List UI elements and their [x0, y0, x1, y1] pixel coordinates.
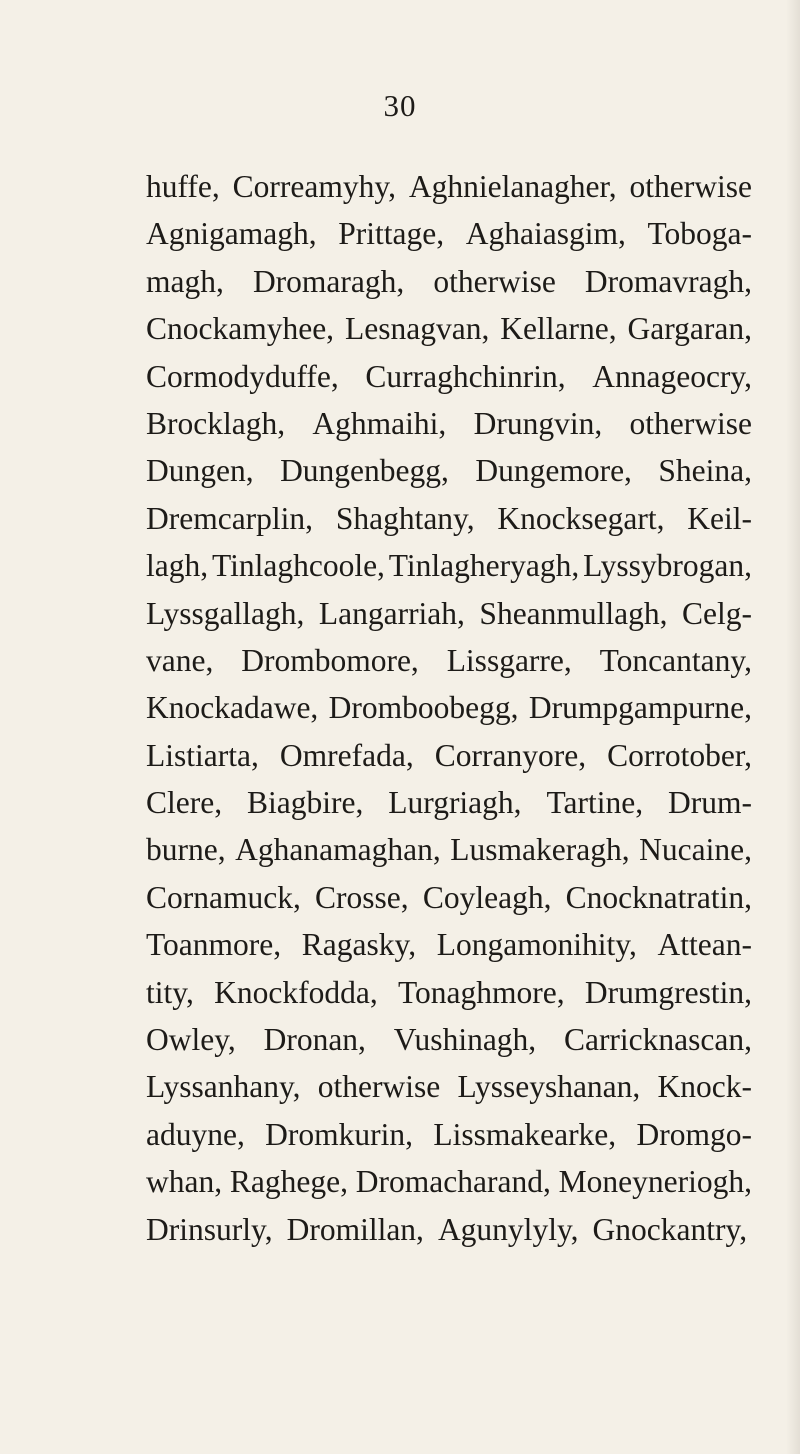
- word: Aghanamaghan,: [235, 832, 441, 868]
- word: Shaghtany,: [335, 500, 475, 536]
- word: Drinsurly,: [146, 1211, 273, 1247]
- word: Agunylyly,: [437, 1211, 579, 1247]
- word: otherwise: [433, 263, 556, 299]
- word: Celg-: [682, 595, 752, 631]
- word: Carricknascan,: [563, 1022, 752, 1058]
- word: tity,: [146, 974, 194, 1010]
- word: otherwise: [317, 1069, 441, 1105]
- word: Drungvin,: [473, 405, 603, 441]
- word: Corranyore,: [434, 737, 587, 773]
- word: Lyssgallagh,: [146, 595, 305, 631]
- word: Lissgarre,: [446, 642, 572, 678]
- word: Brocklagh,: [146, 405, 286, 441]
- text-line: [146, 1111, 752, 1158]
- text-line: [146, 258, 752, 305]
- word: Dungen,: [146, 453, 254, 489]
- text-line: [146, 447, 752, 494]
- word: vane,: [146, 642, 214, 678]
- word: Toanmore,: [146, 927, 282, 963]
- word: Dungemore,: [475, 453, 632, 489]
- text-line: [146, 874, 752, 921]
- word: burne,: [146, 832, 226, 868]
- text-line: [146, 353, 752, 400]
- word: Knockfodda,: [214, 974, 378, 1010]
- text-line: [146, 590, 752, 637]
- word: Lesnagvan,: [345, 311, 490, 347]
- text-line: [146, 779, 752, 826]
- word: Listiarta,: [146, 737, 259, 773]
- word: Dronan,: [263, 1022, 366, 1058]
- word: Moneyneriogh,: [558, 1164, 752, 1200]
- word: Drumgrestin,: [584, 974, 752, 1010]
- word: Tartine,: [546, 785, 644, 821]
- word: Lyssybrogan,: [583, 548, 752, 584]
- word: Langarriah,: [318, 595, 465, 631]
- word: magh,: [146, 263, 224, 299]
- word: Dromaragh,: [252, 263, 405, 299]
- word: Dromkurin,: [265, 1116, 414, 1152]
- text-line: [146, 1158, 752, 1205]
- word: Corrotober,: [607, 737, 752, 773]
- word: Lyssanhany,: [146, 1069, 301, 1105]
- text-line: [146, 969, 752, 1016]
- word: Cnockamyhee,: [146, 311, 335, 347]
- text-line: [146, 1016, 752, 1063]
- word: Longamonihity,: [436, 927, 637, 963]
- word: Drombomore,: [241, 642, 419, 678]
- word: Lysseyshanan,: [457, 1069, 641, 1105]
- word: Gnockantry,: [592, 1211, 748, 1247]
- word: Annageocry,: [592, 358, 752, 394]
- word: Ragasky,: [301, 927, 417, 963]
- text-line: [146, 684, 752, 731]
- word: Aghaiasgim,: [465, 216, 626, 252]
- text-line: [146, 305, 752, 352]
- word: Drumpgampurne,: [528, 690, 752, 726]
- word: Dromboobegg,: [328, 690, 519, 726]
- word: otherwise: [629, 405, 752, 441]
- word: aduyne,: [146, 1116, 245, 1152]
- word: Cormodyduffe,: [146, 358, 339, 394]
- text-line: [146, 1206, 752, 1253]
- word: Lurgriagh,: [388, 785, 522, 821]
- page-number: 30: [383, 88, 417, 123]
- word: Tinlagheryagh,: [388, 548, 580, 584]
- text-line: [146, 732, 752, 779]
- word: Toboga-: [647, 216, 752, 252]
- text-line: [146, 210, 752, 257]
- word: Lissmakearke,: [433, 1116, 617, 1152]
- word: Aghmaihi,: [312, 405, 447, 441]
- word: lagh,: [146, 548, 209, 584]
- word: Dromgo-: [636, 1116, 752, 1152]
- text-line: [146, 163, 752, 210]
- word: Crosse,: [315, 879, 409, 915]
- word: Toncantany,: [599, 642, 752, 678]
- word: whan,: [146, 1164, 223, 1200]
- word: Clere,: [146, 785, 223, 821]
- word: Kellarne,: [500, 311, 617, 347]
- word: Knockadawe,: [146, 690, 319, 726]
- text-line: [146, 637, 752, 684]
- word: Correamyhy,: [232, 169, 396, 204]
- word: Raghege,: [229, 1164, 348, 1200]
- word: Keil-: [687, 500, 752, 536]
- word: Cnocknatratin,: [565, 879, 752, 915]
- text-line: [146, 1063, 752, 1110]
- word: Biagbire,: [247, 785, 364, 821]
- word: Dromillan,: [286, 1211, 424, 1247]
- word: Dungenbegg,: [280, 453, 449, 489]
- word: otherwise: [629, 169, 752, 204]
- word: Nucaine,: [639, 832, 752, 868]
- text-line: [146, 921, 752, 968]
- word: Knocksegart,: [497, 500, 665, 536]
- word: Knock-: [657, 1069, 752, 1105]
- text-line: [146, 495, 752, 542]
- word: Dromavragh,: [584, 263, 752, 299]
- word: Attean-: [657, 927, 752, 963]
- body-text: [146, 163, 752, 1253]
- word: Vushinagh,: [393, 1022, 537, 1058]
- word: Tinlaghcoole,: [211, 548, 385, 584]
- page-edge-shadow: [786, 0, 800, 1454]
- word: Coyleagh,: [422, 879, 552, 915]
- word: Tonaghmore,: [397, 974, 565, 1010]
- word: Dremcarplin,: [146, 500, 314, 536]
- word: Sheina,: [658, 453, 752, 489]
- word: Omrefada,: [279, 737, 414, 773]
- word: Owley,: [146, 1022, 236, 1058]
- word: Drum-: [668, 785, 752, 821]
- word: Dromacharand,: [355, 1164, 551, 1200]
- word: Aghnielanagher,: [408, 169, 617, 204]
- text-line: [146, 826, 752, 873]
- word: Prittage,: [338, 216, 445, 252]
- text-line: [146, 542, 752, 589]
- word: Curraghchinrin,: [365, 358, 566, 394]
- word: Gargaran,: [627, 311, 752, 347]
- word: huffe,: [146, 169, 220, 204]
- text-line: [146, 400, 752, 447]
- word: Lusmakeragh,: [450, 832, 630, 868]
- word: Agnigamagh,: [146, 216, 317, 252]
- word: Sheanmullagh,: [479, 595, 668, 631]
- word: Cornamuck,: [146, 879, 301, 915]
